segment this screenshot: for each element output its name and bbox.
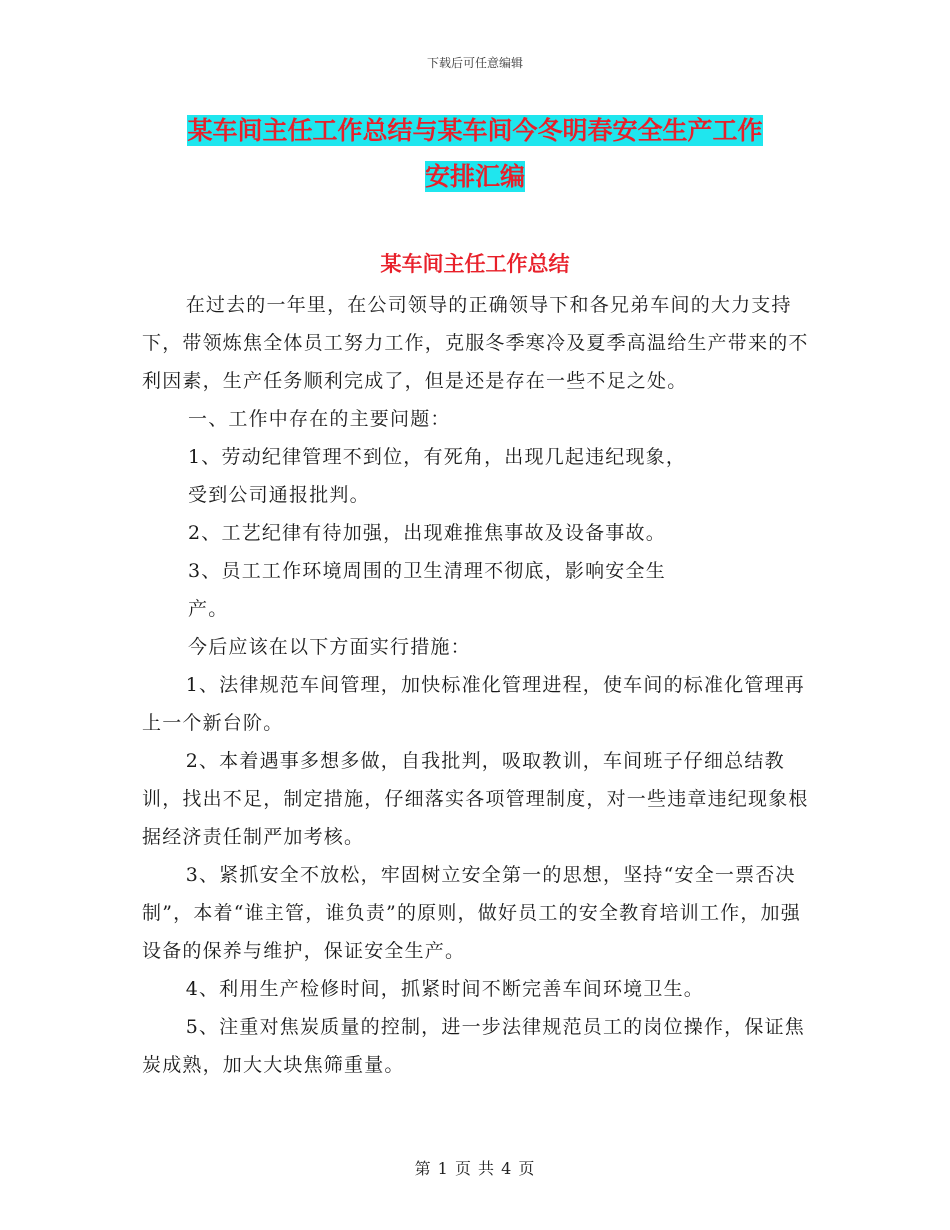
problem-1-line-b: 受到公司通报批判。 xyxy=(188,484,370,506)
measure-2: 2、本着遇事多想多做，自我批判，吸取教训，车间班子仔细总结教训，找出不足，制定措施，仔细落实各项管理制度，对一些违章违纪现象根据经济责任制严加考核。 xyxy=(142,750,809,848)
problem-3-line-b: 产。 xyxy=(188,598,229,620)
problems-heading: 一、工作中存在的主要问题： xyxy=(188,408,451,430)
problem-3-line-a: 3、员工工作环境周围的卫生清理不彻底，影响安全生 xyxy=(188,560,666,582)
header-note: 下载后可任意编辑 xyxy=(426,56,523,70)
section-title: 某车间主任工作总结 xyxy=(380,252,570,276)
measure-3: 3、紧抓安全不放松，牢固树立安全第一的思想，坚持“安全一票否决制”，本着“谁主管，谁负责”的原则，做好员工的安全教育培训工作，加强设备的保养与维护，保证安全生产。 xyxy=(142,864,801,962)
title-line-2: 安排汇编 xyxy=(424,162,525,191)
measure-4: 4、利用生产检修时间，抓紧时间不断完善车间环境卫生。 xyxy=(185,978,704,1000)
problem-1-line-a: 1、劳动纪律管理不到位，有死角，出现几起违纪现象， xyxy=(188,446,687,468)
measure-1: 1、法律规范车间管理，加快标准化管理进程，使车间的标准化管理再上一个新台阶。 xyxy=(142,674,805,734)
document-body xyxy=(142,286,812,1084)
document-title xyxy=(140,108,810,200)
title-line-1: 某车间主任工作总结与某车间今冬明春安全生产工作 xyxy=(187,116,763,145)
page-footer: 第 1 页 共 4 页 xyxy=(414,1159,536,1178)
problem-2: 2、工艺纪律有待加强，出现难推焦事故及设备事故。 xyxy=(188,522,666,544)
measure-5: 5、注重对焦炭质量的控制，进一步法律规范员工的岗位操作，保证焦炭成熟，加大大块焦筛重量。 xyxy=(142,1016,805,1076)
measures-heading: 今后应该在以下方面实行措施： xyxy=(188,636,471,658)
intro-paragraph: 在过去的一年里，在公司领导的正确领导下和各兄弟车间的大力支持下，带领炼焦全体员工努力工作，克服冬季寒冷及夏季高温给生产带来的不利因素，生产任务顺利完成了，但是还是存在一些不足之处。 xyxy=(142,294,809,392)
